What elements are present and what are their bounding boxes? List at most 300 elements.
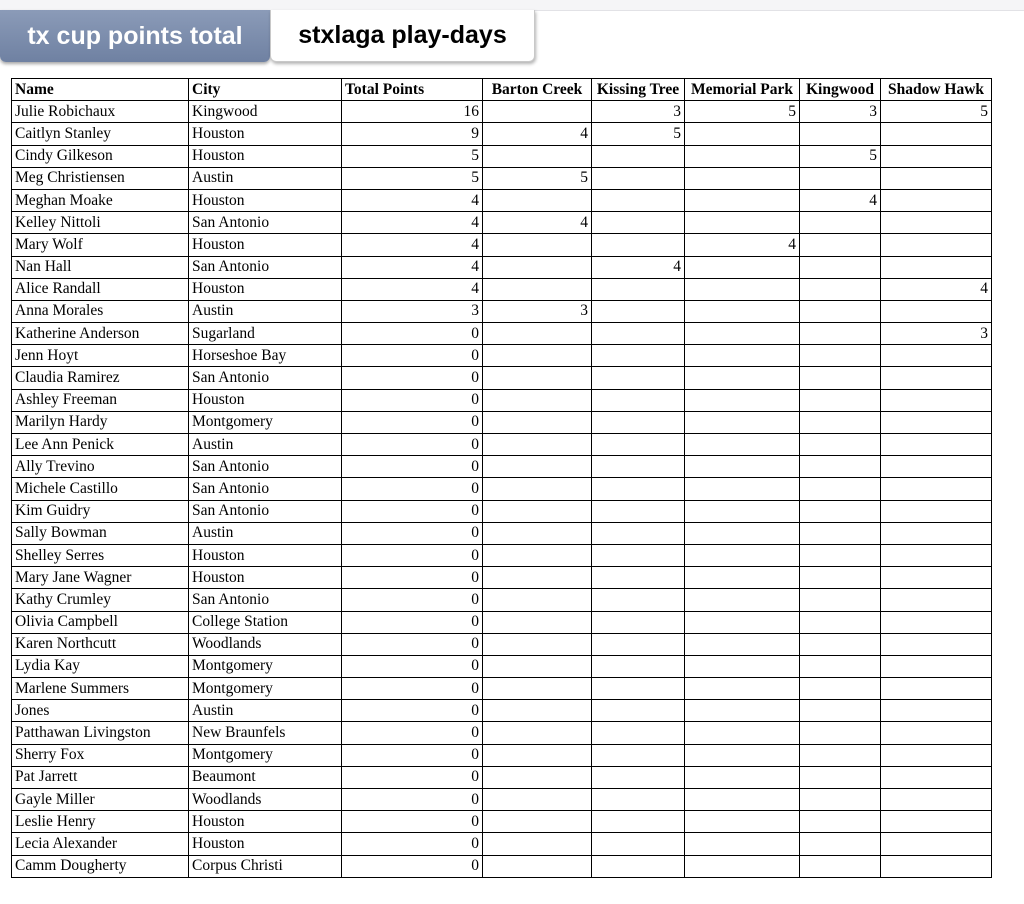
cell-barton-creek[interactable] <box>483 789 592 811</box>
cell-kingwood[interactable] <box>800 389 881 411</box>
cell-memorial-park[interactable] <box>685 411 800 433</box>
cell-kingwood[interactable] <box>800 367 881 389</box>
cell-barton-creek[interactable] <box>483 367 592 389</box>
cell-name[interactable]: Karen Northcutt <box>12 633 189 655</box>
cell-shadow-hawk[interactable] <box>881 700 992 722</box>
cell-kissing-tree[interactable] <box>592 655 685 677</box>
cell-memorial-park[interactable] <box>685 389 800 411</box>
cell-total-points[interactable]: 4 <box>342 212 483 234</box>
cell-shadow-hawk[interactable] <box>881 855 992 877</box>
cell-shadow-hawk[interactable] <box>881 811 992 833</box>
cell-kissing-tree[interactable] <box>592 300 685 322</box>
cell-city[interactable]: Woodlands <box>189 789 342 811</box>
cell-shadow-hawk[interactable] <box>881 478 992 500</box>
cell-kingwood[interactable] <box>800 123 881 145</box>
cell-kissing-tree[interactable] <box>592 611 685 633</box>
cell-name[interactable]: Camm Dougherty <box>12 855 189 877</box>
cell-kingwood[interactable] <box>800 655 881 677</box>
cell-city[interactable]: Sugarland <box>189 323 342 345</box>
cell-name[interactable]: Sally Bowman <box>12 522 189 544</box>
cell-barton-creek[interactable] <box>483 256 592 278</box>
cell-kingwood[interactable] <box>800 811 881 833</box>
cell-shadow-hawk[interactable] <box>881 611 992 633</box>
cell-name[interactable]: Caitlyn Stanley <box>12 123 189 145</box>
cell-memorial-park[interactable] <box>685 189 800 211</box>
cell-shadow-hawk[interactable] <box>881 189 992 211</box>
cell-kingwood[interactable] <box>800 789 881 811</box>
cell-kingwood[interactable] <box>800 722 881 744</box>
cell-shadow-hawk[interactable] <box>881 389 992 411</box>
cell-kissing-tree[interactable] <box>592 367 685 389</box>
col-header-total-points[interactable]: Total Points <box>342 79 483 101</box>
cell-kissing-tree[interactable] <box>592 323 685 345</box>
cell-memorial-park[interactable] <box>685 766 800 788</box>
cell-kingwood[interactable] <box>800 234 881 256</box>
table-row <box>12 722 992 744</box>
cell-kingwood[interactable] <box>800 167 881 189</box>
cell-name[interactable]: Shelley Serres <box>12 544 189 566</box>
cell-kissing-tree[interactable] <box>592 278 685 300</box>
cell-barton-creek[interactable] <box>483 811 592 833</box>
cell-memorial-park[interactable] <box>685 456 800 478</box>
cell-kissing-tree[interactable] <box>592 789 685 811</box>
cell-memorial-park[interactable] <box>685 145 800 167</box>
cell-barton-creek[interactable] <box>483 766 592 788</box>
cell-city[interactable]: Austin <box>189 300 342 322</box>
cell-total-points[interactable]: 0 <box>342 855 483 877</box>
cell-name[interactable]: Leslie Henry <box>12 811 189 833</box>
cell-shadow-hawk[interactable] <box>881 633 992 655</box>
cell-barton-creek[interactable] <box>483 611 592 633</box>
cell-memorial-park[interactable] <box>685 478 800 500</box>
cell-total-points[interactable]: 0 <box>342 323 483 345</box>
cell-city[interactable]: San Antonio <box>189 367 342 389</box>
cell-city[interactable]: San Antonio <box>189 456 342 478</box>
cell-memorial-park[interactable]: 5 <box>685 101 800 123</box>
cell-city[interactable]: San Antonio <box>189 589 342 611</box>
cell-city[interactable]: Houston <box>189 189 342 211</box>
cell-kingwood[interactable] <box>800 323 881 345</box>
cell-memorial-park[interactable] <box>685 611 800 633</box>
cell-city[interactable]: San Antonio <box>189 478 342 500</box>
cell-shadow-hawk[interactable] <box>881 522 992 544</box>
cell-memorial-park[interactable]: 4 <box>685 234 800 256</box>
cell-city[interactable]: Horseshoe Bay <box>189 345 342 367</box>
cell-kingwood[interactable] <box>800 678 881 700</box>
cell-total-points[interactable]: 9 <box>342 123 483 145</box>
cell-memorial-park[interactable] <box>685 567 800 589</box>
cell-kissing-tree[interactable] <box>592 744 685 766</box>
cell-total-points[interactable]: 0 <box>342 655 483 677</box>
cell-city[interactable]: Houston <box>189 811 342 833</box>
col-header-city[interactable]: City <box>189 79 342 101</box>
cell-shadow-hawk[interactable]: 5 <box>881 101 992 123</box>
cell-name[interactable]: Alice Randall <box>12 278 189 300</box>
cell-kissing-tree[interactable] <box>592 434 685 456</box>
table-row <box>12 500 992 522</box>
cell-kissing-tree[interactable] <box>592 189 685 211</box>
cell-kingwood[interactable] <box>800 833 881 855</box>
cell-total-points[interactable]: 0 <box>342 611 483 633</box>
cell-memorial-park[interactable] <box>685 522 800 544</box>
cell-kissing-tree[interactable] <box>592 700 685 722</box>
cell-kissing-tree[interactable] <box>592 522 685 544</box>
cell-city[interactable]: San Antonio <box>189 500 342 522</box>
cell-city[interactable]: Houston <box>189 123 342 145</box>
cell-memorial-park[interactable] <box>685 123 800 145</box>
cell-barton-creek[interactable] <box>483 189 592 211</box>
cell-kingwood[interactable] <box>800 567 881 589</box>
cell-memorial-park[interactable] <box>685 434 800 456</box>
cell-kissing-tree[interactable] <box>592 145 685 167</box>
cell-name[interactable]: Katherine Anderson <box>12 323 189 345</box>
cell-name[interactable]: Marlene Summers <box>12 678 189 700</box>
tab-stxlaga-play-days[interactable]: stxlaga play-days <box>270 10 535 62</box>
cell-memorial-park[interactable] <box>685 345 800 367</box>
cell-shadow-hawk[interactable] <box>881 411 992 433</box>
cell-memorial-park[interactable] <box>685 655 800 677</box>
cell-memorial-park[interactable] <box>685 167 800 189</box>
cell-city[interactable]: Montgomery <box>189 411 342 433</box>
cell-memorial-park[interactable] <box>685 678 800 700</box>
cell-name[interactable]: Sherry Fox <box>12 744 189 766</box>
cell-memorial-park[interactable] <box>685 323 800 345</box>
cell-name[interactable]: Kathy Crumley <box>12 589 189 611</box>
cell-kissing-tree[interactable]: 4 <box>592 256 685 278</box>
cell-total-points[interactable]: 4 <box>342 256 483 278</box>
cell-shadow-hawk[interactable] <box>881 766 992 788</box>
col-header-name[interactable]: Name <box>12 79 189 101</box>
cell-total-points[interactable]: 0 <box>342 722 483 744</box>
cell-memorial-park[interactable] <box>685 700 800 722</box>
cell-total-points[interactable]: 0 <box>342 411 483 433</box>
cell-total-points[interactable]: 0 <box>342 345 483 367</box>
cell-name[interactable]: Mary Jane Wagner <box>12 567 189 589</box>
cell-shadow-hawk[interactable] <box>881 655 992 677</box>
header-row <box>12 79 992 101</box>
cell-name[interactable]: Lee Ann Penick <box>12 434 189 456</box>
cell-name[interactable]: Ally Trevino <box>12 456 189 478</box>
cell-city[interactable]: Montgomery <box>189 655 342 677</box>
cell-total-points[interactable]: 0 <box>342 811 483 833</box>
cell-barton-creek[interactable] <box>483 101 592 123</box>
cell-name[interactable]: Meg Christiensen <box>12 167 189 189</box>
cell-total-points[interactable]: 4 <box>342 234 483 256</box>
cell-total-points[interactable]: 0 <box>342 500 483 522</box>
cell-kissing-tree[interactable] <box>592 500 685 522</box>
cell-shadow-hawk[interactable] <box>881 123 992 145</box>
cell-name[interactable]: Gayle Miller <box>12 789 189 811</box>
cell-city[interactable]: Houston <box>189 145 342 167</box>
cell-kingwood[interactable]: 4 <box>800 189 881 211</box>
cell-name[interactable]: Cindy Gilkeson <box>12 145 189 167</box>
cell-total-points[interactable]: 0 <box>342 744 483 766</box>
cell-name[interactable]: Lydia Kay <box>12 655 189 677</box>
cell-barton-creek[interactable] <box>483 389 592 411</box>
cell-memorial-park[interactable] <box>685 633 800 655</box>
tab-tx-cup-points-total[interactable]: tx cup points total <box>0 10 270 62</box>
cell-kissing-tree[interactable] <box>592 212 685 234</box>
cell-memorial-park[interactable] <box>685 256 800 278</box>
cell-total-points[interactable]: 0 <box>342 544 483 566</box>
cell-kissing-tree[interactable] <box>592 345 685 367</box>
cell-name[interactable]: Anna Morales <box>12 300 189 322</box>
cell-total-points[interactable]: 4 <box>342 189 483 211</box>
cell-name[interactable]: Meghan Moake <box>12 189 189 211</box>
cell-memorial-park[interactable] <box>685 722 800 744</box>
cell-shadow-hawk[interactable] <box>881 300 992 322</box>
cell-city[interactable]: New Braunfels <box>189 722 342 744</box>
cell-memorial-park[interactable] <box>685 744 800 766</box>
cell-total-points[interactable]: 5 <box>342 145 483 167</box>
cell-barton-creek[interactable] <box>483 478 592 500</box>
cell-kissing-tree[interactable] <box>592 589 685 611</box>
cell-name[interactable]: Lecia Alexander <box>12 833 189 855</box>
cell-kissing-tree[interactable] <box>592 766 685 788</box>
cell-shadow-hawk[interactable] <box>881 145 992 167</box>
cell-total-points[interactable]: 16 <box>342 101 483 123</box>
cell-kingwood[interactable] <box>800 500 881 522</box>
cell-shadow-hawk[interactable] <box>881 167 992 189</box>
cell-city[interactable]: Austin <box>189 434 342 456</box>
col-header-shadow-hawk[interactable]: Shadow Hawk <box>881 79 992 101</box>
cell-barton-creek[interactable] <box>483 678 592 700</box>
cell-city[interactable]: Houston <box>189 389 342 411</box>
cell-kissing-tree[interactable] <box>592 456 685 478</box>
cell-memorial-park[interactable] <box>685 789 800 811</box>
col-header-memorial-park[interactable]: Memorial Park <box>685 79 800 101</box>
cell-kingwood[interactable] <box>800 345 881 367</box>
cell-kingwood[interactable] <box>800 212 881 234</box>
cell-shadow-hawk[interactable] <box>881 456 992 478</box>
table-row <box>12 833 992 855</box>
table-row <box>12 389 992 411</box>
cell-barton-creek[interactable] <box>483 345 592 367</box>
cell-city[interactable]: College Station <box>189 611 342 633</box>
cell-shadow-hawk[interactable] <box>881 789 992 811</box>
cell-kissing-tree[interactable] <box>592 567 685 589</box>
cell-kissing-tree[interactable] <box>592 544 685 566</box>
table-row <box>12 700 992 722</box>
cell-barton-creek[interactable] <box>483 544 592 566</box>
cell-barton-creek[interactable] <box>483 434 592 456</box>
cell-shadow-hawk[interactable] <box>881 234 992 256</box>
cell-shadow-hawk[interactable]: 4 <box>881 278 992 300</box>
cell-memorial-park[interactable] <box>685 212 800 234</box>
cell-kingwood[interactable] <box>800 633 881 655</box>
cell-name[interactable]: Nan Hall <box>12 256 189 278</box>
cell-city[interactable]: San Antonio <box>189 256 342 278</box>
cell-memorial-park[interactable] <box>685 855 800 877</box>
col-header-kissing-tree[interactable]: Kissing Tree <box>592 79 685 101</box>
cell-shadow-hawk[interactable] <box>881 567 992 589</box>
cell-shadow-hawk[interactable] <box>881 744 992 766</box>
cell-barton-creek[interactable] <box>483 855 592 877</box>
cell-memorial-park[interactable] <box>685 544 800 566</box>
cell-kingwood[interactable] <box>800 278 881 300</box>
cell-total-points[interactable]: 0 <box>342 389 483 411</box>
cell-total-points[interactable]: 3 <box>342 300 483 322</box>
cell-barton-creek[interactable] <box>483 833 592 855</box>
cell-name[interactable]: Claudia Ramirez <box>12 367 189 389</box>
cell-shadow-hawk[interactable] <box>881 678 992 700</box>
cell-kissing-tree[interactable] <box>592 167 685 189</box>
cell-kingwood[interactable] <box>800 300 881 322</box>
cell-kingwood[interactable] <box>800 456 881 478</box>
cell-total-points[interactable]: 0 <box>342 456 483 478</box>
cell-city[interactable]: Houston <box>189 544 342 566</box>
cell-city[interactable]: Montgomery <box>189 678 342 700</box>
cell-name[interactable]: Patthawan Livingston <box>12 722 189 744</box>
cell-name[interactable]: Kelley Nittoli <box>12 212 189 234</box>
cell-shadow-hawk[interactable] <box>881 544 992 566</box>
cell-name[interactable]: Julie Robichaux <box>12 101 189 123</box>
cell-kingwood[interactable] <box>800 744 881 766</box>
cell-total-points[interactable]: 0 <box>342 700 483 722</box>
cell-barton-creek[interactable] <box>483 567 592 589</box>
cell-barton-creek[interactable] <box>483 145 592 167</box>
cell-shadow-hawk[interactable] <box>881 367 992 389</box>
cell-barton-creek[interactable]: 4 <box>483 123 592 145</box>
table-row <box>12 567 992 589</box>
cell-city[interactable]: Houston <box>189 278 342 300</box>
cell-barton-creek[interactable] <box>483 655 592 677</box>
cell-total-points[interactable]: 0 <box>342 434 483 456</box>
cell-barton-creek[interactable] <box>483 700 592 722</box>
cell-kingwood[interactable] <box>800 434 881 456</box>
cell-barton-creek[interactable] <box>483 456 592 478</box>
cell-total-points[interactable]: 0 <box>342 589 483 611</box>
cell-total-points[interactable]: 0 <box>342 478 483 500</box>
cell-city[interactable]: Woodlands <box>189 633 342 655</box>
cell-name[interactable]: Mary Wolf <box>12 234 189 256</box>
cell-total-points[interactable]: 5 <box>342 167 483 189</box>
cell-name[interactable]: Olivia Campbell <box>12 611 189 633</box>
cell-shadow-hawk[interactable] <box>881 500 992 522</box>
cell-name[interactable]: Marilyn Hardy <box>12 411 189 433</box>
cell-kissing-tree[interactable] <box>592 633 685 655</box>
cell-shadow-hawk[interactable]: 3 <box>881 323 992 345</box>
cell-kingwood[interactable] <box>800 589 881 611</box>
cell-shadow-hawk[interactable] <box>881 589 992 611</box>
cell-city[interactable]: Houston <box>189 234 342 256</box>
cell-kingwood[interactable]: 5 <box>800 145 881 167</box>
cell-city[interactable]: Kingwood <box>189 101 342 123</box>
cell-city[interactable]: Corpus Christi <box>189 855 342 877</box>
cell-shadow-hawk[interactable] <box>881 434 992 456</box>
cell-barton-creek[interactable] <box>483 522 592 544</box>
cell-shadow-hawk[interactable] <box>881 722 992 744</box>
col-header-kingwood[interactable]: Kingwood <box>800 79 881 101</box>
cell-city[interactable]: Beaumont <box>189 766 342 788</box>
cell-kingwood[interactable] <box>800 611 881 633</box>
cell-kissing-tree[interactable] <box>592 389 685 411</box>
cell-kingwood[interactable] <box>800 544 881 566</box>
cell-total-points[interactable]: 0 <box>342 678 483 700</box>
cell-kingwood[interactable] <box>800 522 881 544</box>
cell-total-points[interactable]: 0 <box>342 833 483 855</box>
cell-kissing-tree[interactable] <box>592 411 685 433</box>
cell-kissing-tree[interactable] <box>592 833 685 855</box>
cell-barton-creek[interactable] <box>483 633 592 655</box>
cell-memorial-park[interactable] <box>685 500 800 522</box>
cell-barton-creek[interactable]: 4 <box>483 212 592 234</box>
cell-name[interactable]: Michele Castillo <box>12 478 189 500</box>
cell-total-points[interactable]: 0 <box>342 789 483 811</box>
cell-memorial-park[interactable] <box>685 278 800 300</box>
cell-kissing-tree[interactable] <box>592 234 685 256</box>
table-row <box>12 766 992 788</box>
cell-memorial-park[interactable] <box>685 589 800 611</box>
cell-kingwood[interactable]: 3 <box>800 101 881 123</box>
cell-total-points[interactable]: 0 <box>342 367 483 389</box>
cell-kissing-tree[interactable]: 5 <box>592 123 685 145</box>
cell-total-points[interactable]: 0 <box>342 766 483 788</box>
cell-barton-creek[interactable] <box>483 722 592 744</box>
cell-name[interactable]: Jenn Hoyt <box>12 345 189 367</box>
cell-city[interactable]: Montgomery <box>189 744 342 766</box>
cell-kingwood[interactable] <box>800 700 881 722</box>
col-header-barton-creek[interactable]: Barton Creek <box>483 79 592 101</box>
cell-city[interactable]: Houston <box>189 567 342 589</box>
cell-kissing-tree[interactable] <box>592 478 685 500</box>
cell-kissing-tree[interactable] <box>592 811 685 833</box>
cell-kingwood[interactable] <box>800 478 881 500</box>
cell-total-points[interactable]: 4 <box>342 278 483 300</box>
cell-shadow-hawk[interactable] <box>881 345 992 367</box>
cell-shadow-hawk[interactable] <box>881 833 992 855</box>
cell-total-points[interactable]: 0 <box>342 633 483 655</box>
cell-kissing-tree[interactable]: 3 <box>592 101 685 123</box>
cell-city[interactable]: Austin <box>189 700 342 722</box>
table-row <box>12 811 992 833</box>
cell-city[interactable]: San Antonio <box>189 212 342 234</box>
cell-memorial-park[interactable] <box>685 811 800 833</box>
cell-name[interactable]: Pat Jarrett <box>12 766 189 788</box>
cell-barton-creek[interactable]: 5 <box>483 167 592 189</box>
cell-memorial-park[interactable] <box>685 300 800 322</box>
cell-barton-creek[interactable] <box>483 744 592 766</box>
cell-kingwood[interactable] <box>800 411 881 433</box>
cell-shadow-hawk[interactable] <box>881 256 992 278</box>
cell-total-points[interactable]: 0 <box>342 522 483 544</box>
cell-kissing-tree[interactable] <box>592 722 685 744</box>
cell-memorial-park[interactable] <box>685 833 800 855</box>
cell-barton-creek[interactable] <box>483 411 592 433</box>
cell-barton-creek[interactable] <box>483 589 592 611</box>
cell-barton-creek[interactable] <box>483 500 592 522</box>
cell-city[interactable]: Houston <box>189 833 342 855</box>
cell-kissing-tree[interactable] <box>592 855 685 877</box>
cell-name[interactable]: Ashley Freeman <box>12 389 189 411</box>
cell-kingwood[interactable] <box>800 256 881 278</box>
cell-kingwood[interactable] <box>800 855 881 877</box>
cell-barton-creek[interactable] <box>483 234 592 256</box>
cell-shadow-hawk[interactable] <box>881 212 992 234</box>
cell-name[interactable]: Kim Guidry <box>12 500 189 522</box>
cell-barton-creek[interactable]: 3 <box>483 300 592 322</box>
cell-kissing-tree[interactable] <box>592 678 685 700</box>
cell-city[interactable]: Austin <box>189 522 342 544</box>
cell-city[interactable]: Austin <box>189 167 342 189</box>
cell-barton-creek[interactable] <box>483 278 592 300</box>
cell-barton-creek[interactable] <box>483 323 592 345</box>
cell-total-points[interactable]: 0 <box>342 567 483 589</box>
cell-memorial-park[interactable] <box>685 367 800 389</box>
cell-name[interactable]: Jones <box>12 700 189 722</box>
table-row <box>12 611 992 633</box>
cell-kingwood[interactable] <box>800 766 881 788</box>
